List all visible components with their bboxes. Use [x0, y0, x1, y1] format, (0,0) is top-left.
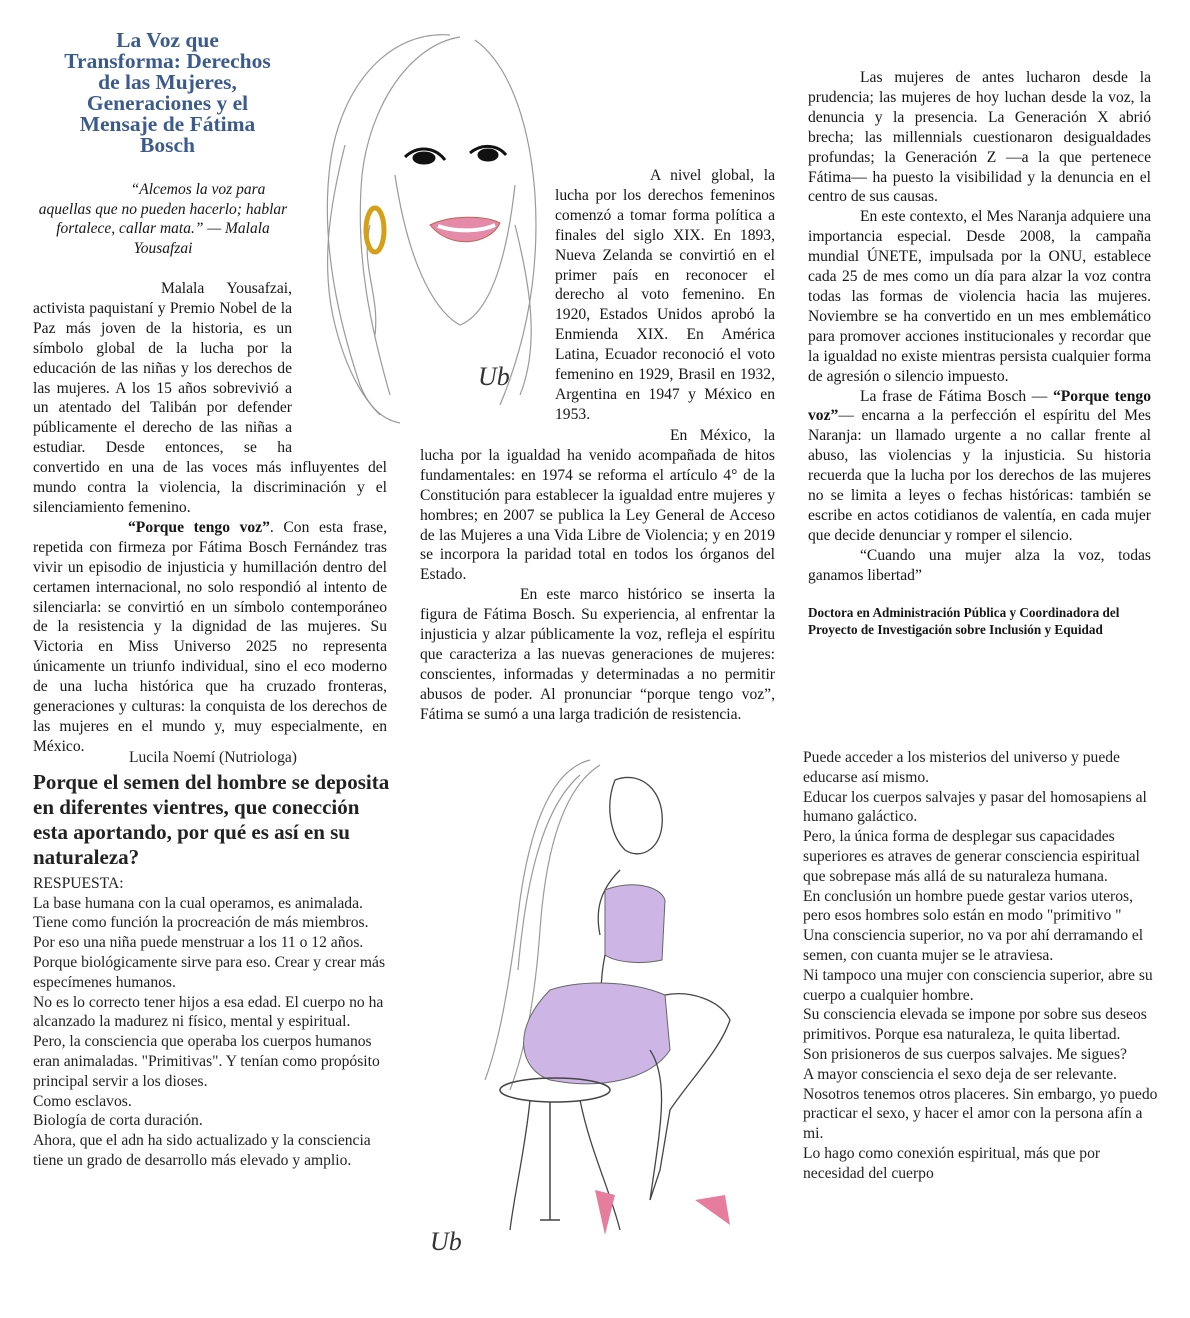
paragraph: Tiene como función la procreación de más miembros. — [33, 914, 369, 932]
closing-quote: “Cuando una mujer alza la voz, todas ganamos libertad” — [808, 546, 1151, 584]
paragraph: La base humana con la cual operamos, es animalada. — [33, 894, 363, 912]
article2-left-column — [33, 748, 393, 1171]
paragraph: Ahora, que el adn ha sido actualizado y la consciencia tiene un grado de desarrollo más elevado y amplio. — [33, 1132, 371, 1169]
paragraph: Una consciencia superior, no va por ahí derramando el semen, con cuanta mujer se le atraviesa. — [803, 927, 1144, 964]
title-line: Bosch — [140, 133, 195, 157]
paragraph: Son prisioneros de sus cuerpos salvajes. Me sigues? — [803, 1045, 1127, 1063]
paragraph: Como esclavos. — [33, 1092, 132, 1110]
artist-signature: Ub — [430, 1227, 462, 1256]
skirt-garment — [524, 983, 670, 1084]
paragraph: Su consciencia elevada se impone por sobre sus deseos primitivos. Porque esa naturaleza, le quita libertad. — [803, 1006, 1147, 1044]
shoe-icon — [595, 1190, 615, 1235]
shoe-icon — [695, 1195, 730, 1225]
paragraph: En este contexto, el Mes Naranja adquiere una importancia especial. Desde 2008, la campaña mundial ÚNETE, impulsada por la ONU, establece cada 25 de mes como un día para alzar la voz contra todas las formas de violencia hacia las mujeres. Noviembre se ha convertido en un mes emblemático para promover acciones institucionales y recordar que la igualdad no existe mientras persista cualquier forma de agresión o silencio impuesto. — [808, 208, 1151, 385]
paragraph: A nivel global, la lucha por los derechos femeninos comenzó a tomar forma política a finales del siglo XIX. En 1893, Nueva Zelanda se convirtió en el primer país en reconocer el derecho al voto femenino. En 1920, Estados Unidos aprobó la Enmienda XIX. En América Latina, Ecuador reconoció el voto femenino en 1929, Brasil en 1932, Argentina en 1947 y México en 1953. — [555, 167, 775, 423]
paragraph: Pero, la consciencia que operaba los cuerpos humanos eran animaladas. "Primitivas". Y tenían como propósito principal servir a los dioses. — [33, 1033, 380, 1090]
paragraph: En conclusión un hombre puede gestar varios uteros, pero esos hombres solo están en modo "primitivo " — [803, 887, 1133, 925]
seated-woman-illustration — [400, 750, 790, 1280]
paragraph: Ni tampoco una mujer con consciencia superior, abre su cuerpo a cualquier hombre. — [803, 966, 1153, 1004]
bold-phrase: “Porque tengo voz” — [128, 518, 270, 536]
paragraph: No es lo correcto tener hijos a esa edad. El cuerpo no ha alcanzado la madurez ni físico, mental y espiritual. — [33, 993, 384, 1031]
paragraph: En México, la lucha por la igualdad ha venido acompañada de hitos fundamentales: en 1974 se reforma el artículo 4° de la Constitución para establecer la igualdad entre mujeres y hombres; en 2007 se publica la Ley General de Acceso de las Mujeres a una Vida Libre de Violencia; y en 2019 se incorpora la paridad total en todos los órganos del Estado. — [420, 427, 775, 584]
top-garment — [605, 885, 665, 963]
title-line: La Voz que — [116, 28, 219, 52]
epigraph-quote: “Alcemos la voz para aquellas que no pueden hacerlo; hablar fortalece, callar mata.” — Malala Yousafzai — [38, 181, 288, 257]
author-credentials: Doctora en Administración Pública y Coordinadora del Proyecto de Investigación sobre Inclusión y Equidad — [808, 604, 1120, 637]
title-line: Mensaje de Fátima — [79, 112, 256, 136]
article-title — [45, 30, 290, 156]
paragraph: Lo hago como conexión espiritual, más que por necesidad del cuerpo — [803, 1144, 1101, 1182]
article-column-2 — [420, 28, 775, 725]
title-line: Transforma: Derechos — [64, 49, 271, 73]
title-line: de las Mujeres, — [98, 70, 237, 94]
paragraph: Biología de corta duración. — [33, 1112, 203, 1130]
paragraph: En este marco histórico se inserta la figura de Fátima Bosch. Su experiencia, al enfrentar la injusticia y alzar públicamente la voz, refleja el espíritu que caracteriza a las nuevas generaciones de mujeres: conscientes, informadas y determinadas a no permitir abusos de poder. Al pronunciar “porque tengo voz”, Fátima se sumó a una larga tradición de resistencia. — [420, 586, 775, 723]
paragraph: A mayor consciencia el sexo deja de ser relevante. Nosotros tenemos otros placeres. Sin embargo, yo puedo practicar el sexo, y hacer el amor con la persona afín a mi. — [803, 1065, 1158, 1143]
paragraph — [808, 387, 1151, 546]
article2-author: Lucila Noemí (Nutriologa) — [128, 749, 297, 766]
article-column-1 — [33, 279, 387, 757]
paragraph — [33, 518, 387, 757]
paragraph: RESPUESTA: — [33, 874, 124, 892]
paragraph: Por eso una niña puede menstruar a los 11 o 12 años. — [33, 934, 364, 952]
paragraph: Malala Yousafzai, activista paquistaní y Premio Nobel de la Paz más joven de la historia, es un símbolo global de la lucha por la educación de las niñas y los derechos de las mujeres. A los 15 años sobrevivió a un atentado del Talibán por defender públicamente el derecho de las niñas a estudiar. Desde entonces, se ha convertido en una de las voces más influyentes del mundo contra la violencia, la discriminación y el silenciamiento femenino. — [33, 280, 387, 516]
paragraph-text: — encarna a la perfección el espíritu del Mes Naranja: un llamado urgente a no callar frente al abuso, las violencias y la injusticia. Su historia recuerda que la lucha por los derechos de las mujeres no se limita a leyes o fechas históricas: también se escribe en actos cotidianos de valentía, en cada mujer que decide denunciar y romper el silencio. — [808, 407, 1151, 544]
paragraph: Porque biológicamente sirve para eso. Crear y crear más especímenes humanos. — [33, 953, 386, 991]
bold-phrase: “Porque tengo voz” — [808, 387, 1151, 425]
paragraph: Puede acceder a los misterios del universo y puede educarse así mismo. — [803, 749, 1120, 786]
paragraph: Las mujeres de antes lucharon desde la prudencia; las mujeres de hoy luchan desde la voz, la denuncia y la presencia. La Generación X abrió brecha; las millennials cuestionaron desigualdades profundas; la Generación Z —a la que pertenece Fátima— ha puesto la visibilidad y la denuncia en el centro de sus causas. — [808, 69, 1151, 206]
article-column-3 — [808, 28, 1151, 638]
artist-signature: Ub — [478, 362, 510, 391]
paragraph: Pero, la única forma de desplegar sus capacidades superiores es atraves de generar consciencia espiritual que sobrepase más allá de su naturaleza humana. — [803, 828, 1140, 885]
article2-heading: Porque el semen del hombre se deposita en diferentes vientres, que conección esta aportando, por qué es así en su naturaleza? — [33, 769, 390, 869]
paragraph: Educar los cuerpos salvajes y pasar del homosapiens al humano galáctico. — [803, 788, 1147, 826]
article2-right-column — [803, 748, 1163, 1184]
paragraph-text: . Con esta frase, repetida con firmeza por Fátima Bosch Fernández tras vivir un episodio de injusticia y humillación dentro del certamen internacional, no solo respondió al intento de silenciarla: se convirtió en un símbolo contemporáneo de la resistencia y la dignidad de las mujeres. Su Victoria en Miss Universo 2025 no representa únicamente un triunfo individual, sino el eco moderno de una lucha histórica que ha cruzado fronteras, generaciones y culturas: la conquista de los derechos de las mujeres en el mundo y, muy especialmente, en México. — [33, 518, 388, 755]
paragraph-text: La frase de Fátima Bosch — — [860, 387, 1053, 405]
title-line: Generaciones y el — [86, 91, 249, 115]
